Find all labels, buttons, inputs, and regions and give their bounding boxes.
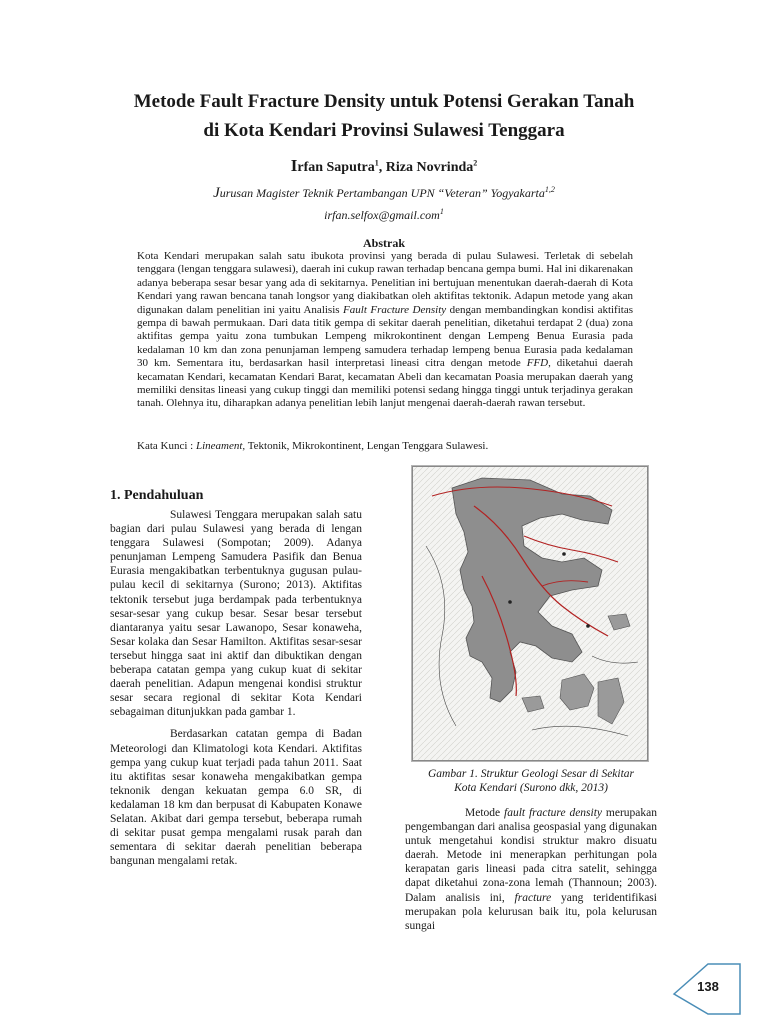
affiliation [60,185,708,202]
p3-em-ffd: fault fracture density [504,807,603,819]
author-email[interactable]: irfan.selfox@gmail.com [324,208,440,222]
abstract-body [137,250,633,411]
caption-line-2: Kota Kendari (Surono dkk, 2013) [454,782,608,794]
page-number: 138 [697,979,719,994]
p3-text-a: Metode [465,807,504,819]
abstract-text-2: dengan membandingkan kondisi aktifitas gempa di bawah permukaan. Dari data titik gempa di sekitar daerah penelitian, diketahui terdapat 2 (dua) zona aktifitas gempa yaitu zona tumbukan Lempeng mikrokontinent dengan Lempeng Benua Eurasia pada kedalaman 10 km dan zona penunjaman lempeng samudera terhadap lempeng benua Eurasia pada kedalaman 30 km. Sementara itu, berdasarkan hasil interpretasi lineasi citra dengan metode [137,303,633,370]
p3-text-c: yang teridentifikasi merupakan pola kelurusan baik itu, pola kelurusan sungai [405,891,657,932]
keywords [137,440,633,452]
author-2-sup: 2 [473,158,478,168]
abstract-heading: Abstrak [362,236,405,250]
intro-paragraph-1: Sulawesi Tenggara merupakan salah satu bagian dari pulau Sulawesi yang berada di lengan tenggara Sulawesi (Sompotan; 2009). Adanya penunjaman Lempeng Samudera Pasifik dan Benua Eurasia mengakibatkan terbentuknya gugusan pulau-pulau kecil di sekitarnya (Surono; 2013). Aktifitas tektonik tersebut juga berdampak pada terbentuknya sesar-sesar yang cukup besar. Sesar besar tersebut diantaranya yaitu sesar Lawanopo, Sesar konaweha, Sesar kolaka dan Sesar Hamilton. Aktifitas sesar-sesar tersebut hingga saat ini aktif dan dibuktikan dengan beberapa catatan gempa yang cukup kuat di sekitar daerah penelitian. Adapun mengenai kondisi struktur sesar secara regional di sekitar Kota Kendari sebagaiman ditunjukkan pada gambar 1. [110,509,362,719]
affiliation-initial: J [213,185,220,201]
p3-em-fracture: fracture [514,891,552,904]
place-marker-kolaka [508,600,512,604]
geology-map-graphic [412,466,648,761]
paper-title [60,87,708,145]
email-line [60,207,708,223]
geology-map-figure [411,465,649,762]
author-1-sup: 1 [374,158,379,168]
keywords-em: Lineament, [195,440,246,452]
intro-paragraph-3 [405,806,657,933]
email-sup: 1 [439,207,444,216]
affiliation-sup: 1,2 [544,185,555,194]
author-1-name: rfan Saputra [297,160,375,175]
right-column [405,806,657,933]
abstract-text-1: Kota Kendari merupakan salah satu ibukota provinsi yang berada di pulau Sulawesi. Terletak di sebelah tenggara (lengan tenggara sulawesi), daerah ini cukup rawan terhadap bencana gempa bumi. Hal ini dikarenakan adanya beberapa sesar besar yang ada di sekitarnya. Penelitian ini bertujuan menentukan daerah-daerah di Kota Kendari yang rawan bencana tanah longsor yang diakibatkan oleh aktifitas tektonik. Adapun metode yang akan digunakan dalam penelitian ini yaitu Analisis [137,250,634,316]
affiliation-text: urusan Magister Teknik Pertambangan UPN “Veteran” Yogyakarta [219,186,545,200]
abstract-em-ffd: FFD [526,357,549,370]
title-line-2: di Kota Kendari Provinsi Sulawesi Tenggara [203,120,565,141]
abstract-text-3: , diketahui daerah kecamatan Kendari, kecamatan Kendari Barat, kecamatan Abeli dan kecamatan Poasia merupakan daerah yang memiliki densitas lineasi yang cukup tinggi dan memiliki potensi sedang hingga tinggi untuk terjadinya gerakan tanah. Olehnya itu, diharapkan adanya penelitian lebih lanjut mengenai daerah-daerah rawan tersebut. [137,357,633,410]
section-heading: 1. Pendahuluan [110,488,204,503]
p3-text-b: merupakan pengembangan dari analisa geospasial yang digunakan untuk mengetahui kondisi struktur makro disuatu daerah. Metode ini menerapkan perhitungan pola kerapatan garis lineasi pada citra satelit, sehingga dapat diketahui zona-zona lemah (Thannoun; 2003). Dalam analisis ini, [405,807,657,904]
title-line-1: Metode Fault Fracture Density untuk Potensi Gerakan Tanah [133,91,635,112]
author-2-name: Riza Novrinda [385,160,474,175]
keywords-rest: Tektonik, Mikrokontinent, Lengan Tenggara Sulawesi. [245,440,489,452]
author-list [60,156,708,176]
keywords-label: Kata Kunci : [137,440,196,452]
figure-caption [405,767,657,795]
author-1-initial: I [290,156,298,175]
abstract-em-ffd-full: Fault Fracture Density [343,303,447,316]
caption-line-1: Gambar 1. Struktur Geologi Sesar di Sekitar [427,768,635,780]
place-marker-kendari [562,552,566,556]
author-separator: , [378,160,386,175]
left-column [110,508,362,868]
place-marker-raha [586,624,590,628]
intro-paragraph-2: Berdasarkan catatan gempa di Badan Meteorologi dan Klimatologi kota Kendari. Aktifitas gempa yang cukup kuat terjadi pada tahun 2011. Saat itu aktifitas sesar konaweha mengakibatkan gempa teknonik dengan kekuatan gempa 6.0 SR, di kedalaman 18 km dan berpusat di Kabupaten Konawe Selatan. Akibat dari gempa tersebut, beberapa rumah di sekitar pusat gempa mengalami rusak parah dan sementara di sekitar daerah penelitian beberapa bangunan mengalami retak. [110,728,362,868]
